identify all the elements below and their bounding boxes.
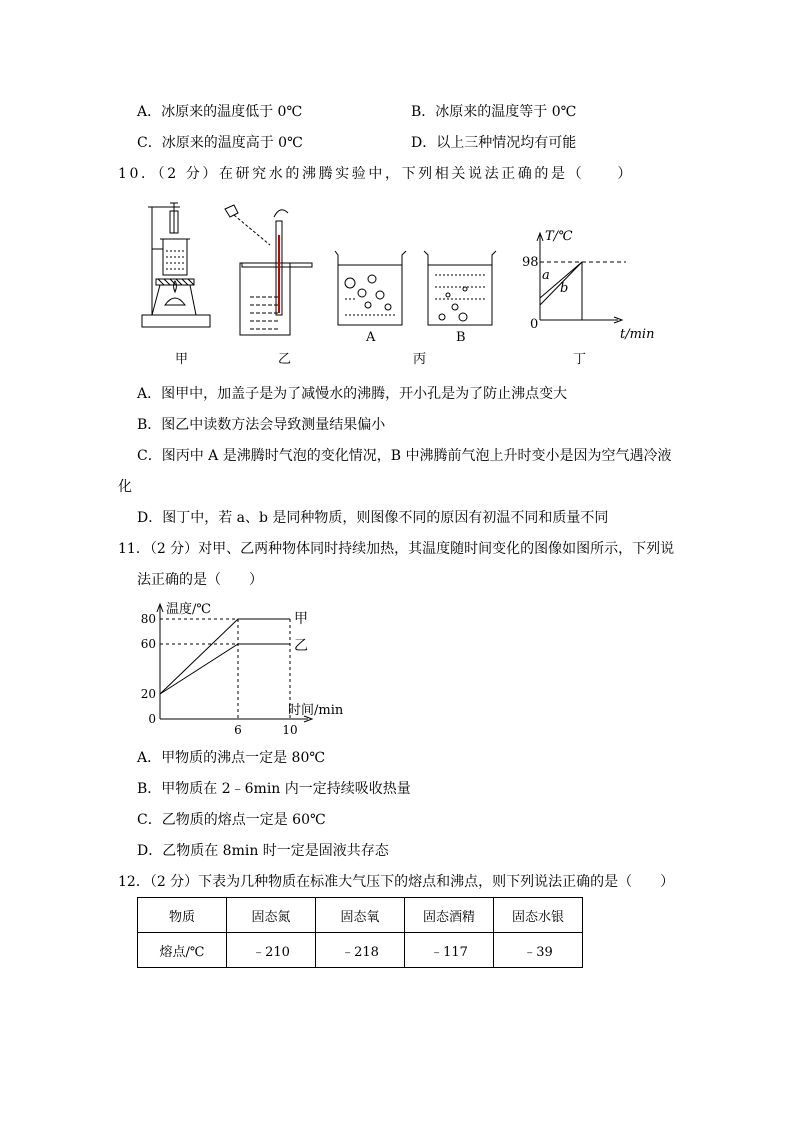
- y-tick-label: 80: [140, 612, 156, 626]
- graph-tick-98: 98: [522, 255, 539, 270]
- beaker-label-b: B: [456, 330, 466, 345]
- fig-label-jia: 甲: [175, 352, 189, 367]
- table-cell: ﹣117: [405, 933, 494, 968]
- q10-option-a: A．图甲中，加盖子是为了减慢水的沸腾，开小孔是为了防止沸点变大: [137, 386, 568, 402]
- table-header-cell: 固态酒精: [405, 898, 494, 933]
- x-tick-label: 6: [234, 723, 242, 737]
- q11-option-a: A．甲物质的沸点一定是 80℃: [137, 750, 326, 766]
- q10-option-c-line1: C．图丙中 A 是沸腾时气泡的变化情况，B 中沸腾前气泡上升时变小是因为空气遇冷液: [137, 448, 672, 464]
- temperature-time-graph: [537, 233, 626, 323]
- series-line: [160, 619, 290, 694]
- table-cell: ﹣218: [316, 933, 405, 968]
- y-tick-label: 0: [148, 712, 156, 726]
- q12-stem: 12．（2 分）下表为几种物质在标准大气压下的熔点和沸点，则下列说法正确的是（ ）: [118, 874, 675, 890]
- y-tick-label: 60: [140, 637, 156, 651]
- table-cell: 熔点/℃: [138, 933, 227, 968]
- graph-xlabel: t/min: [620, 327, 655, 342]
- q9-option-a: A．冰原来的温度低于 0℃: [137, 104, 303, 120]
- q11-option-b: B．甲物质在 2﹣6min 内一定持续吸收热量: [137, 781, 411, 797]
- graph-line-a: a: [542, 268, 550, 283]
- fig-label-bing: 丙: [413, 352, 427, 367]
- x-tick-label: 10: [282, 723, 298, 737]
- q9-option-b: B．冰原来的温度等于 0℃: [411, 104, 577, 120]
- table-cell: ﹣210: [227, 933, 316, 968]
- graph-line-b: b: [560, 281, 569, 296]
- q9-option-d: D．以上三种情况均有可能: [411, 135, 577, 151]
- q10-option-c-line2: 化: [118, 479, 132, 495]
- beaker-b-icon: [424, 251, 496, 325]
- fig-label-ding: 丁: [573, 352, 587, 367]
- beaker-a-icon: [335, 251, 406, 325]
- beaker-thermometer-icon: [225, 205, 312, 335]
- series-label: 甲: [294, 611, 308, 627]
- table-header-cell: 固态水银: [494, 898, 583, 933]
- table-cell: ﹣39: [494, 933, 583, 968]
- q11-option-c: C．乙物质的熔点一定是 60℃: [137, 812, 326, 828]
- q11-temperature-chart: [136, 598, 356, 738]
- x-axis-label: 时间/min: [288, 703, 344, 718]
- table-row: [138, 933, 583, 968]
- table-header-cell: 固态氧: [316, 898, 405, 933]
- graph-ylabel: T/℃: [545, 229, 573, 244]
- stand-apparatus-icon: [142, 203, 210, 327]
- graph-origin: 0: [530, 317, 539, 332]
- q11-stem-line2: 法正确的是（ ）: [137, 572, 263, 588]
- series-label: 乙: [294, 638, 308, 654]
- y-tick-label: 20: [140, 687, 156, 701]
- q10-option-b: B．图乙中读数方法会导致测量结果偏小: [137, 417, 386, 433]
- table-header-row: [138, 898, 583, 933]
- melting-point-table: [137, 897, 583, 968]
- q9-option-c: C．冰原来的温度高于 0℃: [137, 135, 303, 151]
- table-header-cell: 固态氮: [227, 898, 316, 933]
- y-axis-label: 温度/℃: [166, 602, 211, 617]
- table-header-cell: 物质: [138, 898, 227, 933]
- beaker-label-a: A: [366, 330, 376, 345]
- q11-option-d: D．乙物质在 8min 时一定是固液共存态: [137, 843, 389, 859]
- q10-stem: 10．（2 分）在研究水的沸腾实验中，下列相关说法正确的是（ ）: [118, 166, 634, 182]
- fig-label-yi: 乙: [278, 352, 292, 367]
- series-line: [160, 644, 290, 694]
- q11-stem-line1: 11．（2 分）对甲、乙两种物体同时持续加热，其温度随时间变化的图像如图所示，下列说: [118, 541, 675, 557]
- q10-figure: [130, 195, 670, 375]
- q10-option-d: D．图丁中，若 a、b 是同种物质，则图像不同的原因有初温不同和质量不同: [137, 510, 609, 526]
